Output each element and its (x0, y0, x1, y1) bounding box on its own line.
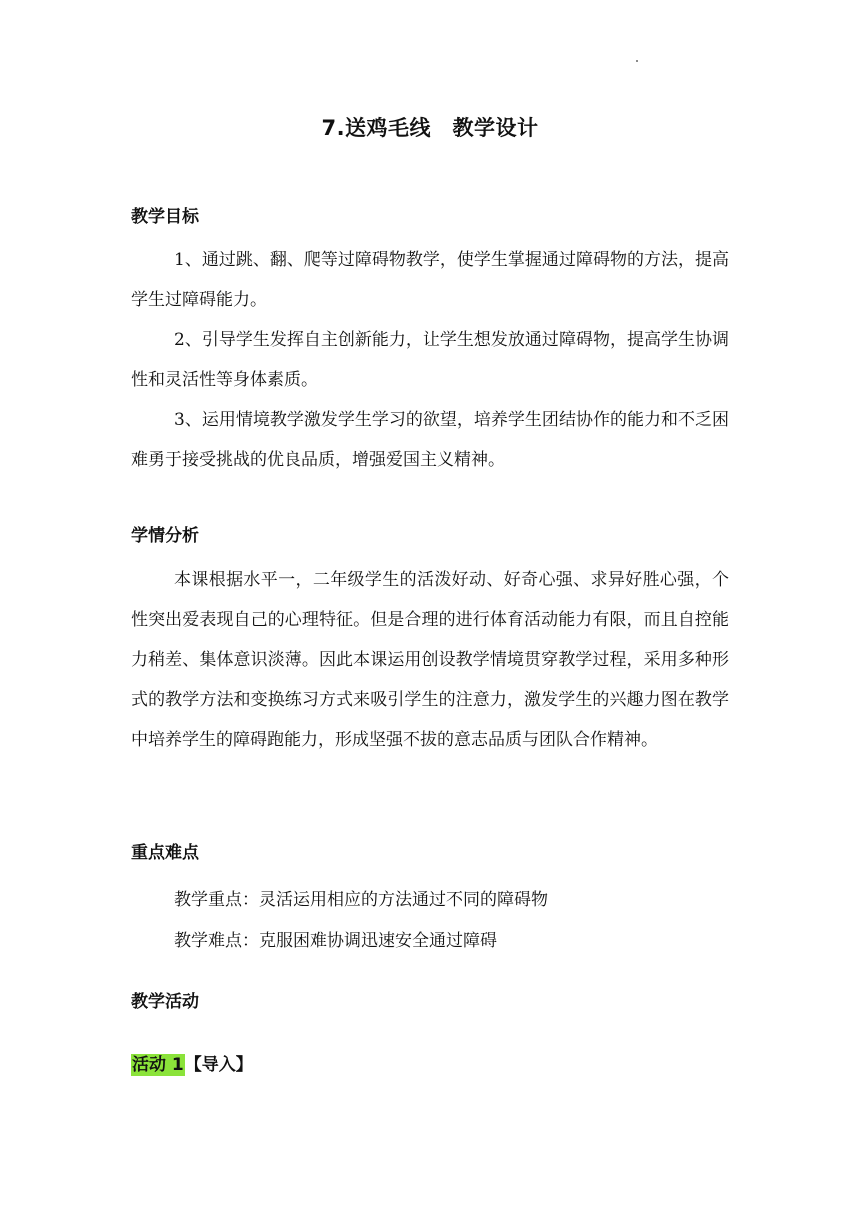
heading-analysis: 学情分析 (131, 526, 199, 546)
teaching-focus: 教学重点：灵活运用相应的方法通过不同的障碍物 (174, 890, 548, 910)
page-title: 7.送鸡毛线 教学设计 (321, 116, 539, 140)
objective-item-1: 1、通过跳、翻、爬等过障碍物教学，使学生掌握通过障碍物的方法，提高学生过障碍能力。 (131, 250, 729, 310)
teaching-difficulty: 教学难点：克服困难协调迅速安全通过障碍 (174, 931, 497, 951)
objective-item-3: 3、运用情境教学激发学生学习的欲望，培养学生团结协作的能力和不乏困难勇于接受挑战的优良品质，增强爱国主义精神。 (131, 410, 729, 470)
heading-objectives: 教学目标 (131, 207, 199, 227)
page-mark (636, 60, 638, 62)
analysis-paragraph: 本课根据水平一，二年级学生的活泼好动、好奇心强、求异好胜心强，个性突出爱表现自己的心理特征。但是合理的进行体育活动能力有限，而且自控能力稍差、集体意识淡薄。因此本课运用创设教学情境贯穿教学过程，采用多种形式的教学方法和变换练习方式来吸引学生的注意力，激发学生的兴趣力图在教学中培养学生的障碍跑能力，形成坚强不拔的意志品质与团队合作精神。 (131, 570, 729, 750)
activity-1-title: 【导入】 (184, 1055, 253, 1075)
activity-1-label: 活动 1 (132, 1055, 184, 1075)
activity-1-line (131, 1050, 253, 1075)
heading-activities: 教学活动 (131, 992, 199, 1012)
heading-key-points: 重点难点 (131, 843, 199, 863)
objective-item-2: 2、引导学生发挥自主创新能力，让学生想发放通过障碍物，提高学生协调性和灵活性等身体素质。 (131, 330, 729, 390)
